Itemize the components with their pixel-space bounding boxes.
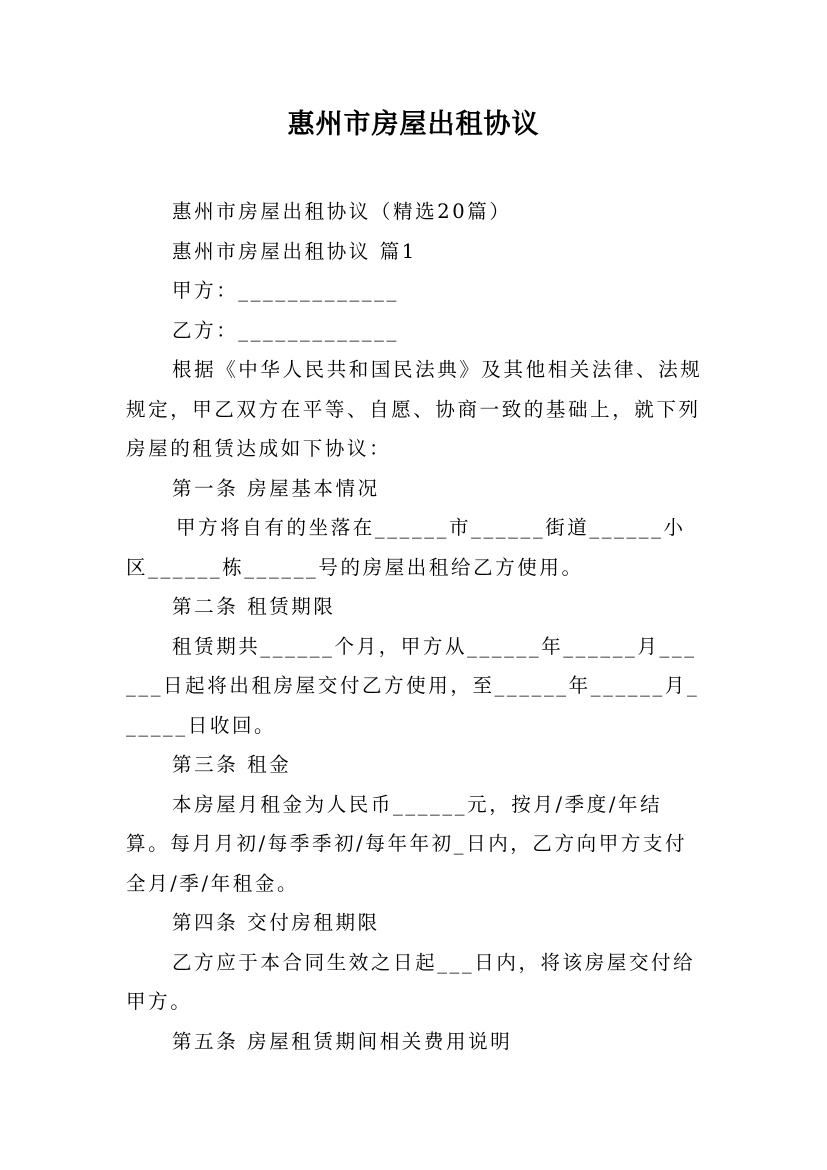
paragraph-preamble: 根据《中华人民共和国民法典》及其他相关法律、法规规定，甲乙双方在平等、自愿、协商一致的基础上，就下列房屋的租赁达成如下协议： <box>126 358 703 460</box>
document-title: 惠州市房屋出租协议 <box>287 109 540 140</box>
article-1-body: 甲方将自有的坐落在______市______街道______小区______栋______号的房屋出租给乙方使用。 <box>126 516 686 579</box>
paragraph-section-heading: 惠州市房屋出租协议 篇1 <box>172 239 417 263</box>
article-3-heading: 第三条 租金 <box>172 753 292 776</box>
article-2-body: 租赁期共______个月，甲方从______年______月______日起将出租房屋交付乙方使用，至______年______月______日收回。 <box>126 634 700 737</box>
article-4-heading: 第四条 交付房租期限 <box>172 911 380 934</box>
document-body <box>126 192 706 1061</box>
article-2-heading: 第二条 租赁期限 <box>172 595 336 618</box>
paragraph-party-a: 甲方：_____________ <box>172 279 399 302</box>
article-3-body: 本房屋月租金为人民币______元，按月/季度/年结算。每月月初/每季季初/每年年初_日内，乙方向甲方支付全月/季/年租金。 <box>126 792 688 895</box>
article-4-body: 乙方应于本合同生效之日起___日内，将该房屋交付给甲方。 <box>126 950 696 1013</box>
paragraph-party-b: 乙方：_____________ <box>172 318 399 342</box>
paragraph-subtitle: 惠州市房屋出租协议（精选20篇） <box>172 200 512 223</box>
article-1-heading: 第一条 房屋基本情况 <box>172 476 380 500</box>
article-5-heading: 第五条 房屋租赁期间相关费用说明 <box>172 1029 513 1053</box>
